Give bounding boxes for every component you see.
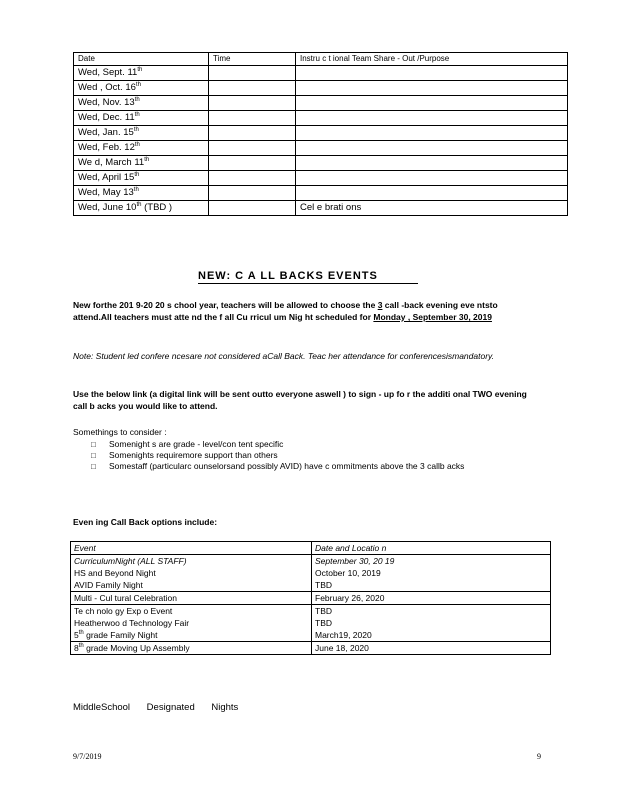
event-date-cell: June 18, 2020	[312, 642, 551, 655]
event-name-cell: Te ch nolo gy Exp o Event	[71, 605, 312, 618]
schedule-body	[74, 66, 568, 216]
schedule-purpose-cell	[296, 81, 568, 96]
event-row	[71, 605, 551, 618]
schedule-date-cell	[74, 96, 209, 111]
designated-nights-title: MiddleSchool Designated Nights	[73, 702, 239, 713]
schedule-row	[74, 141, 568, 156]
event-row	[71, 555, 551, 568]
schedule-purpose-cell	[296, 66, 568, 81]
schedule-date-cell	[74, 171, 209, 186]
schedule-purpose-cell	[296, 111, 568, 126]
events-header-date: Date and Locatio n	[312, 542, 551, 555]
schedule-date-cell	[74, 156, 209, 171]
event-name-cell	[71, 642, 312, 655]
call-back-events-table	[70, 541, 551, 655]
schedule-row	[74, 126, 568, 141]
events-header-row	[71, 542, 551, 555]
intro-date: Monday , September 30, 2019	[373, 312, 492, 322]
schedule-row	[74, 111, 568, 126]
call-backs-heading: NEW: C A LL BACKS EVENTS	[198, 270, 418, 284]
ordinal-suffix: th	[135, 81, 141, 88]
schedule-date: Wed, Jan. 15	[78, 127, 134, 138]
schedule-row	[74, 171, 568, 186]
consider-item-text: Somenights requiremore support than others	[109, 450, 278, 460]
schedule-purpose-cell	[296, 171, 568, 186]
event-name-rest: grade Family Night	[83, 630, 158, 640]
schedule-time-cell	[209, 186, 296, 201]
schedule-time-cell	[209, 201, 296, 216]
event-name-cell: CurriculumNight (ALL STAFF)	[71, 555, 312, 568]
ordinal-suffix: th	[144, 156, 150, 163]
event-date-cell: October 10, 2019	[312, 567, 551, 579]
events-body	[71, 555, 551, 655]
instructional-team-schedule-table	[73, 52, 568, 216]
schedule-purpose-cell	[296, 186, 568, 201]
event-row	[71, 617, 551, 629]
consider-list-item	[91, 439, 531, 450]
schedule-time-cell	[209, 66, 296, 81]
schedule-date: Wed, Dec. 11	[78, 112, 135, 123]
footer-date: 9/7/2019	[73, 752, 102, 761]
event-name-cell: Multi - Cul tural Celebration	[71, 592, 312, 605]
consider-title: Somethings to consider :	[73, 427, 167, 437]
ordinal-suffix: th	[78, 643, 84, 650]
ordinal-suffix: th	[134, 96, 140, 103]
consider-list	[91, 439, 531, 472]
schedule-time-cell	[209, 111, 296, 126]
schedule-row	[74, 96, 568, 111]
ordinal-suffix: th	[78, 630, 84, 637]
schedule-date: Wed, May 13	[78, 187, 134, 198]
schedule-row	[74, 186, 568, 201]
schedule-time-cell	[209, 171, 296, 186]
event-row	[71, 629, 551, 642]
schedule-date-cell	[74, 81, 209, 96]
schedule-row	[74, 201, 568, 216]
schedule-date: Wed, Sept. 11	[78, 67, 138, 78]
event-name-cell: Heatherwoo d Technology Fair	[71, 617, 312, 629]
schedule-time-cell	[209, 96, 296, 111]
event-date-cell: TBD	[312, 579, 551, 592]
consider-list-item	[91, 450, 531, 461]
grade-number: 5	[74, 630, 79, 640]
page-number: 9	[537, 752, 541, 761]
event-name-rest: grade Moving Up Assembly	[83, 643, 190, 653]
ordinal-suffix: th	[134, 111, 140, 118]
checkbox-bullet-icon: □	[91, 462, 96, 471]
event-row	[71, 579, 551, 592]
consider-list-item	[91, 461, 531, 472]
schedule-date: Wed, Nov. 13	[78, 97, 135, 108]
event-name-cell: AVID Family Night	[71, 579, 312, 592]
schedule-date: Wed, April 15	[78, 172, 135, 183]
schedule-header-purpose: Instru c t ional Team Share - Out /Purpose	[296, 53, 568, 66]
schedule-purpose-cell: Cel e brati ons	[296, 201, 568, 216]
schedule-row	[74, 66, 568, 81]
consider-item-text: Somestaff (particularc ounselorsand possibly AVID) have c ommitments above the 3 callb acks	[109, 461, 465, 471]
ordinal-suffix: th	[133, 186, 139, 193]
schedule-purpose-cell	[296, 96, 568, 111]
consider-item-text: Somenight s are grade - level/con tent specific	[109, 439, 284, 449]
event-name-cell	[71, 629, 312, 642]
schedule-time-cell	[209, 156, 296, 171]
schedule-date: Wed, Feb. 12	[78, 142, 135, 153]
signup-link-paragraph: Use the below link (a digital link will be sent outto everyone aswell ) to sign - up fo r the additi onal TWO evening call b acks you would like to attend.	[73, 389, 527, 411]
schedule-purpose-cell	[296, 126, 568, 141]
schedule-time-cell	[209, 141, 296, 156]
schedule-row	[74, 156, 568, 171]
event-row	[71, 567, 551, 579]
schedule-date: Wed , Oct. 16	[78, 82, 136, 93]
ordinal-suffix: th	[137, 66, 143, 73]
schedule-time-cell	[209, 81, 296, 96]
ordinal-suffix: th	[134, 171, 140, 178]
event-row	[71, 592, 551, 605]
schedule-date-cell	[74, 141, 209, 156]
schedule-purpose-cell	[296, 141, 568, 156]
schedule-row	[74, 81, 568, 96]
event-date-cell: TBD	[312, 617, 551, 629]
intro-number: 3	[377, 300, 383, 310]
schedule-date-cell	[74, 126, 209, 141]
checkbox-bullet-icon: □	[91, 451, 96, 460]
schedule-date: Wed, June 10	[78, 202, 137, 213]
event-date-cell: March19, 2020	[312, 629, 551, 642]
schedule-date-suffix: (TBD )	[141, 202, 173, 213]
event-date-cell: September 30, 20 19	[312, 555, 551, 568]
note-paragraph: Note: Student led confere ncesare not considered aCall Back. Teac her attendance for conferencesismandatory.	[73, 351, 494, 361]
event-date-cell: TBD	[312, 605, 551, 618]
schedule-header-date: Date	[74, 53, 209, 66]
intro-paragraph	[73, 299, 533, 323]
schedule-date-cell	[74, 186, 209, 201]
intro-text-part2: call -back evening eve ntsto attend.All teachers must atte nd the f all Cu rricul um Nig ht scheduled for	[73, 300, 498, 322]
schedule-date-cell	[74, 111, 209, 126]
options-title: Even ing Call Back options include:	[73, 517, 218, 527]
grade-number: 8	[74, 643, 79, 653]
event-name-cell: HS and Beyond Night	[71, 567, 312, 579]
schedule-header-row	[74, 53, 568, 66]
schedule-header-time: Time	[209, 53, 296, 66]
ordinal-suffix: th	[133, 126, 139, 133]
intro-text-part1: New forthe 201 9-20 20 s chool year, teachers will be allowed to choose the	[73, 300, 378, 310]
schedule-date-cell	[74, 66, 209, 81]
event-date-cell: February 26, 2020	[312, 592, 551, 605]
checkbox-bullet-icon: □	[91, 440, 96, 449]
schedule-purpose-cell	[296, 156, 568, 171]
ordinal-suffix: th	[134, 141, 140, 148]
event-row	[71, 642, 551, 655]
schedule-date: We d, March 11	[78, 157, 145, 168]
schedule-date-cell	[74, 201, 209, 216]
events-header-event: Event	[71, 542, 312, 555]
schedule-time-cell	[209, 126, 296, 141]
ordinal-suffix: th	[136, 201, 142, 208]
